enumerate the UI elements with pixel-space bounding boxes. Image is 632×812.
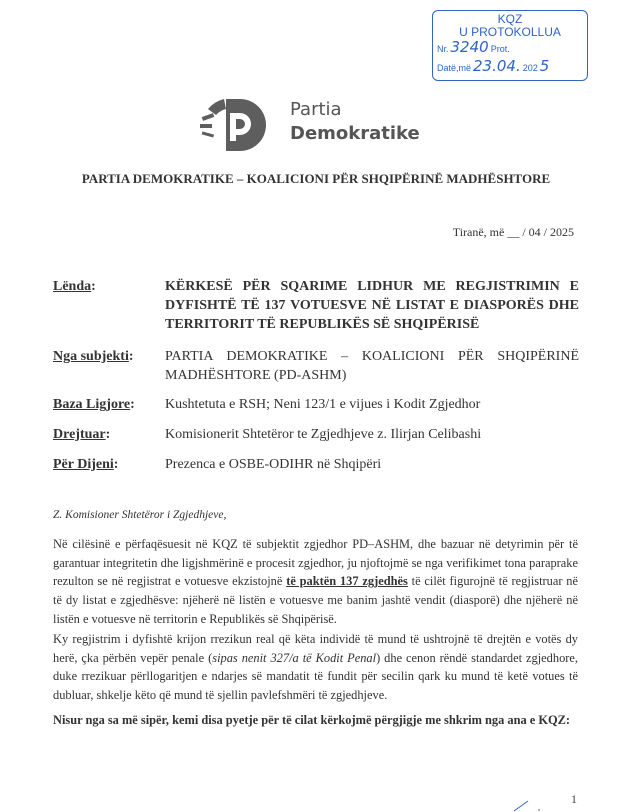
stamp-subtitle: U PROTOKOLLUA bbox=[459, 25, 561, 39]
party-logo bbox=[200, 95, 440, 151]
logo-text-partia: Partia bbox=[290, 99, 342, 120]
stamp-nr-row bbox=[437, 39, 583, 58]
stamp-date-row bbox=[437, 58, 583, 77]
party-header: PARTIA DEMOKRATIKE – KOALICIONI PËR SHQIPËRINË MADHËSHTORE bbox=[81, 171, 551, 186]
body-paragraph-1: Në cilësinë e përfaqësuesit në KQZ të subjektit zgjedhor PD–ASHM, dhe bazuar në detyrimin për të garantuar integritetin dhe ligjshmërinë e procesit zgjedhor, ju njoftojmë se nga verifikimet tona paraprake rezulton se në regjistrat e votuesve ekzistojnë të paktën 137 zgjedhës të cilët figurojnë të regjistruar në të dy listat e zgjedhësve: njëherë në listën e votuesve me banim jashtë vendit (diasporë) dhe njëherë në listën e votuesve në territorin e Republikës së Shqipërisë. bbox=[53, 537, 578, 626]
stamp-year-prefix: 202 bbox=[522, 63, 538, 73]
salutation: Z. Komisioner Shtetëror i Zgjedhjeve, bbox=[53, 509, 227, 521]
stamp-nr-value: 3240 bbox=[450, 38, 489, 56]
field-value: Komisionerit Shtetëror te Zgjedhjeve z. Ilirjan Celibashi bbox=[165, 427, 482, 442]
stamp-date-label: Datë,më bbox=[437, 63, 472, 73]
kqz-protocol-stamp bbox=[432, 10, 588, 81]
field-label: Baza Ligjore: bbox=[53, 397, 135, 412]
logo-text-demokratike: Demokratike bbox=[290, 123, 420, 144]
body-paragraph-3: Nisur nga sa më sipër, kemi disa pyetje për të cilat kërkojmë përgjigje me shkrim nga ana e KQZ: bbox=[53, 713, 571, 727]
pd-logo-icon bbox=[200, 95, 280, 151]
stamp-title: KQZ bbox=[497, 12, 523, 26]
date-line: Tiranë, më __ / 04 / 2025 bbox=[452, 225, 574, 239]
field-value: Prezenca e OSBE-ODIHR në Shqipëri bbox=[165, 457, 382, 472]
field-label: Drejtuar: bbox=[53, 427, 111, 442]
field-value: PARTIA DEMOKRATIKE – KOALICIONI PËR SHQIPËRINË MADHËSHTORE (PD-ASHM) bbox=[165, 349, 579, 383]
field-label: Për Dijeni: bbox=[53, 457, 119, 472]
stamp-prot-label: Prot. bbox=[490, 44, 510, 54]
field-value: Kushtetuta e RSH; Neni 123/1 e vijues i Kodit Zgjedhor bbox=[165, 397, 481, 412]
signature-mark-icon bbox=[512, 800, 552, 812]
stamp-date-value: 23.04. bbox=[473, 57, 521, 75]
page-number: 1 bbox=[571, 792, 577, 806]
field-label: Lënda: bbox=[53, 279, 96, 294]
field-value: KËRKESË PËR SQARIME LIDHUR ME REGJISTRIMIN E DYFISHTË TË 137 VOTUESVE NË LISTAT E DIASPORËS DHE TERRITORIT TË REPUBLIKËS SË SHQIPËRISË bbox=[165, 279, 579, 332]
body-paragraph-2: Ky regjistrim i dyfishtë krijon rrezikun real që këta individë të mund të ushtrojnë të drejtën e votës dy herë, çka përbën vepër penale (sipas nenit 327/a të Kodit Penal) dhe cenon rëndë standardet zgjedhore, duke rrezikuar përllogaritjen e ndarjes së mandatit të fundit për secilin qark ku mund të ketë votues të dubluar, shkelje këto që mund të sjellin pavlefshmëri të zgjedhjeve. bbox=[53, 632, 578, 703]
emphasis-137-voters: të paktën 137 zgjedhës bbox=[286, 574, 408, 589]
field-label: Nga subjekti: bbox=[53, 349, 134, 364]
stamp-year-suffix: 5 bbox=[539, 57, 550, 75]
penal-code-reference: sipas nenit 327/a të Kodit Penal bbox=[212, 650, 377, 665]
stamp-nr-label: Nr. bbox=[437, 44, 449, 54]
